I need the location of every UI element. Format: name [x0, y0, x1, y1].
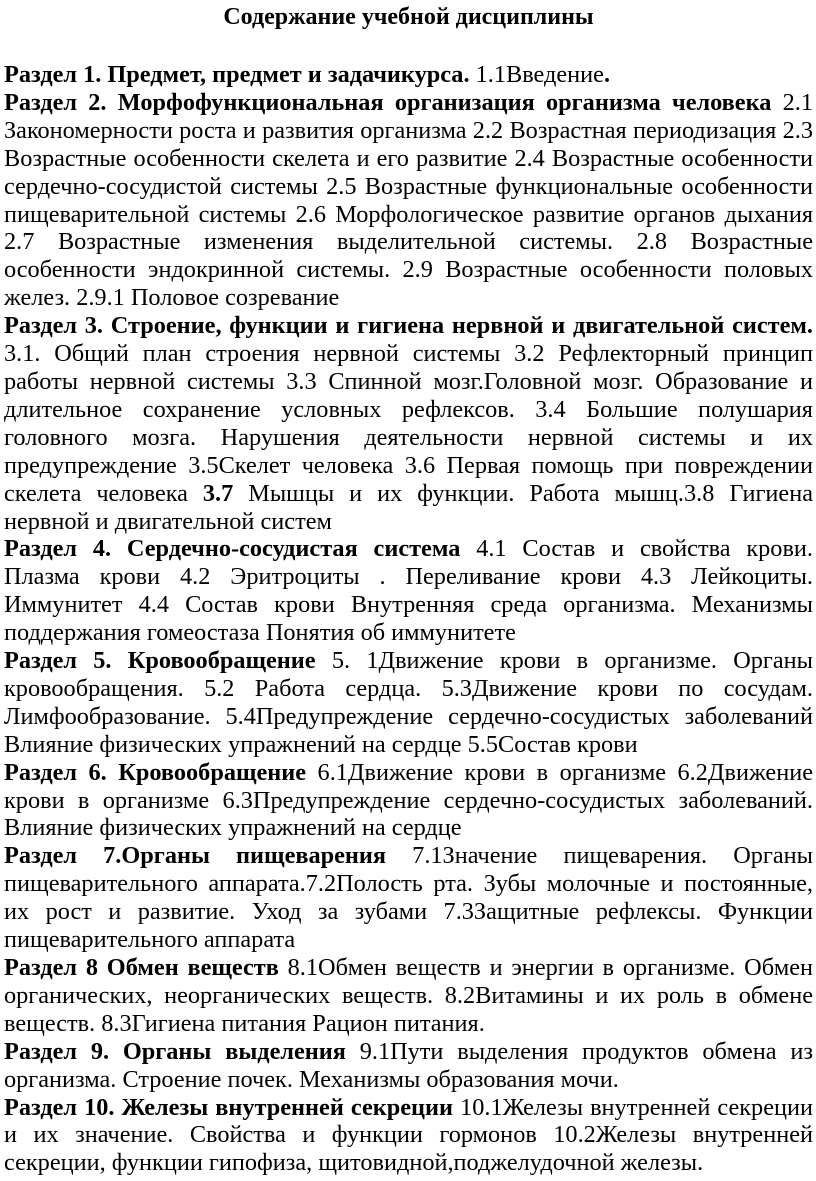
section-7-heading: Раздел 7.Органы пищеварения — [4, 842, 387, 870]
document-title: Содержание учебной дисциплины — [223, 4, 594, 30]
section-5-heading: Раздел 5. Кровообращение — [4, 647, 316, 675]
section-10-text: 10.1Железы внутренней секреции и их значение. Свойства и функции гормонов 10.2Железы внутренней секреции, функции гипофиза, щитовидной,поджелудочной железы. — [4, 1093, 813, 1177]
section-10-heading: Раздел 10. Железы внутренней секреции — [4, 1093, 454, 1121]
section-3-heading: Раздел 3. Строение, функции и гигиена нервной и двигательной систем. — [4, 312, 813, 340]
section-8 — [4, 954, 813, 1038]
section-3-text: 3.1. Общий план строения нервной системы 3.2 Рефлекторный принцип работы нервной системы 3.3 Спинной мозг.Головной мозг. Образование и длительное сохранение условных рефлексов. 3.4 Большие полушария головного мозга. Нарушения деятельности нервной системы и их предупреждение 3.5Скелет человека 3.6 Первая помощь при повреждении скелета человека — [4, 340, 813, 507]
section-3-text-after: Мышцы и их функции. Работа мышц.3.8 Гигиена нервной и двигательной систем — [4, 479, 813, 535]
section-3-inline-bold: 3.7 — [202, 479, 234, 507]
section-8-text: 8.1Обмен веществ и энергии в организме. Обмен органических, неорганических веществ. 8.2Витамины и их роль в обмене веществ. 8.3Гигиена питания Рацион питания. — [4, 954, 813, 1037]
section-1-heading: Раздел 1. Предмет, предмет и задачикурса. — [4, 61, 470, 88]
section-5-text: 5. 1Движение крови в организме. Органы кровообращения. 5.2 Работа сердца. 5.3Движение крови по сосудам. Лимфообразование. 5.4Предупреждение сердечно-сосудистых заболеваний Влияние физических упражнений на сердце 5.5Состав крови — [4, 647, 813, 758]
section-1-tail: . — [603, 61, 611, 88]
section-6-heading: Раздел 6. Кровообращение — [4, 758, 307, 786]
section-4-text: 4.1 Состав и свойства крови. Плазма крови 4.2 Эритроциты . Переливание крови 4.3 Лейкоциты. Иммунитет 4.4 Состав крови Внутренняя среда организма. Механизмы поддержания гомеостаза Понятия об иммунитете — [4, 535, 813, 647]
section-3 — [4, 312, 813, 535]
section-1-text: 1.1Введение — [469, 61, 604, 88]
section-2-text: 2.1 Закономерности роста и развития организма 2.2 Возрастная периодизация 2.3 Возрастные особенности скелета и его развитие 2.4 Возрастные особенности сердечно-сосудистой системы 2.5 Возрастные функциональные особенности пищеварительной системы 2.6 Морфологическое развитие органов дыхания 2.7 Возрастные изменения выделительной системы. 2.8 Возрастные особенности эндокринной системы. 2.9 Возрастные особенности половых желез. 2.9.1 Половое созревание — [4, 88, 813, 312]
section-4 — [4, 535, 813, 647]
section-9 — [4, 1038, 813, 1094]
section-6 — [4, 759, 813, 843]
section-9-heading: Раздел 9. Органы выделения — [4, 1037, 346, 1065]
section-4-heading: Раздел 4. Сердечно-сосудистая система — [4, 535, 461, 563]
section-5 — [4, 647, 813, 759]
section-9-text: 9.1Пути выделения продуктов обмена из организма. Строение почек. Механизмы образования мочи. — [4, 1037, 813, 1093]
section-1 — [4, 61, 813, 89]
section-6-text: 6.1Движение крови в организме 6.2Движение крови в организме 6.3Предупреждение сердечно-сосудистых заболеваний. Влияние физических упражнений на сердце — [4, 758, 813, 842]
section-7 — [4, 842, 813, 954]
section-8-heading: Раздел 8 Обмен веществ — [4, 954, 279, 981]
section-10 — [4, 1094, 813, 1178]
section-7-text: 7.1Значение пищеварения. Органы пищеварительного аппарата.7.2Полость рта. Зубы молочные и постоянные, их рост и развитие. Уход за зубами 7.3Защитные рефлексы. Функции пищеварительного аппарата — [4, 842, 813, 954]
section-2-heading: Раздел 2. Морфофункциональная организация организма человека — [4, 88, 772, 116]
section-2 — [4, 89, 813, 312]
